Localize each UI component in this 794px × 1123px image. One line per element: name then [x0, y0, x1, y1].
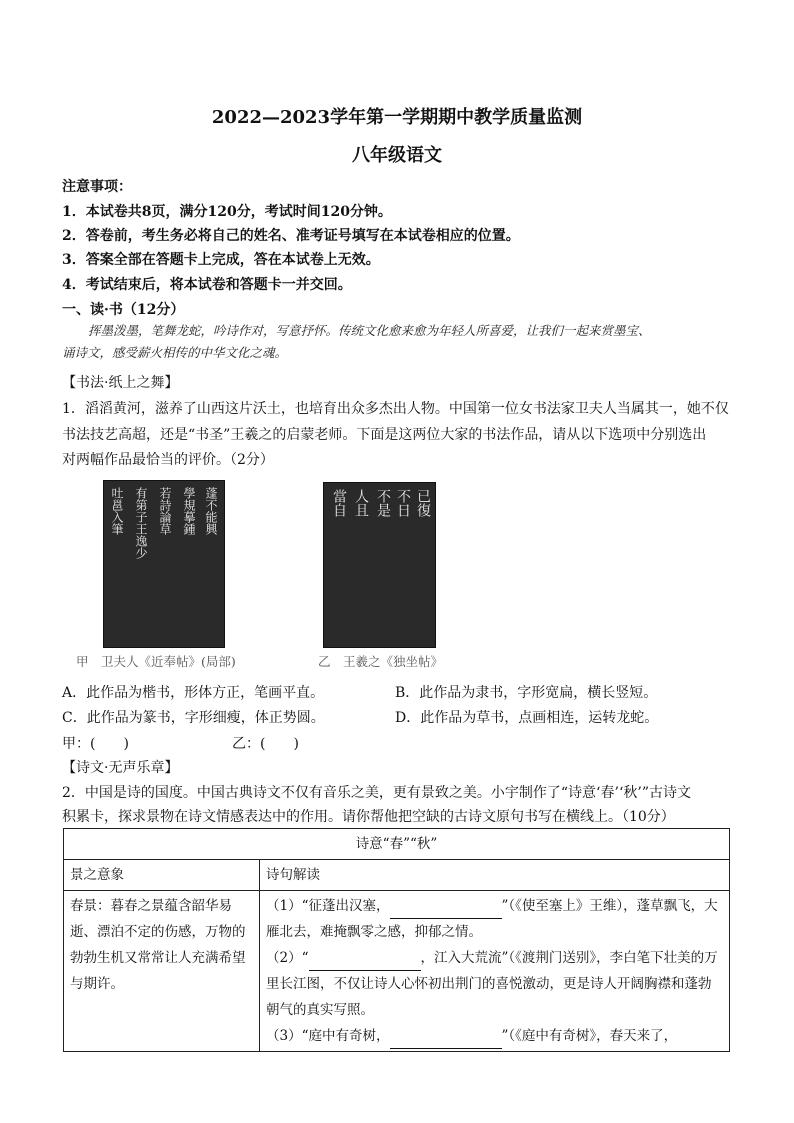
entry-text: （1）“征蓬出汉塞， — [266, 898, 390, 914]
intro-line: 诵诗文，感受薪火相传的中华文化之魂。 — [62, 345, 288, 360]
notice-item: 1．本试卷共8页，满分120分，考试时间120分钟。 — [62, 204, 392, 220]
subsection-calligraphy: 【书法·纸上之舞】 — [62, 375, 179, 391]
section-heading: 一、读·书（12分） — [62, 302, 185, 318]
notice-item: 2．答卷前，考生务必将自己的姓名、准考证号填写在本试卷相应的位置。 — [62, 228, 520, 244]
option-a: A．此作品为楷书，形体方正，笔画平直。 — [62, 685, 325, 701]
question-1-line: 1．滔滔黄河，滋养了山西这片沃土，也培育出众多杰出人物。中国第一位女书法家卫夫人当属其一，她不仅 — [62, 401, 729, 417]
entry-text: ”（《庭中有奇树》，春天来了， — [501, 1028, 678, 1044]
entry-text: ，江入大荒流”（《渡荆门送别》，李白笔下壮美的万里长江图，不仅让诗人心怀初出荆门的喜悦激动，更是诗人开阔胸襟和蓬勃朝气的真实写照。 — [266, 950, 718, 1018]
calligraphy-image-jia — [103, 480, 225, 648]
poem-entry-1 — [266, 893, 723, 945]
fill-blank-1[interactable] — [390, 904, 502, 919]
calligraphy-column: 學規摹鍾 — [182, 487, 196, 535]
question-2-line: 积累卡，探求景物在诗文情感表达中的作用。请你帮他把空缺的古诗文原句书写在横线上。（10分） — [62, 809, 675, 825]
section-intro — [62, 320, 728, 364]
table-header-interpretation: 诗句解读 — [260, 860, 730, 891]
subsection-poetry: 【诗文·无声乐章】 — [62, 760, 179, 776]
question-1-line: 书法技艺高超，还是“书圣”王羲之的启蒙老师。下面是这两位大家的书法作品，请从以下选项中分别选出 — [62, 427, 707, 443]
calligraphy-column: 若詩論草 — [158, 487, 172, 535]
poem-table — [63, 828, 730, 1052]
image-caption-yi: 乙 王羲之《独坐帖》 — [318, 654, 444, 669]
table-title: 诗意“春”“秋” — [64, 829, 730, 860]
calligraphy-column: 當自 — [331, 489, 347, 517]
question-2-line: 2．中国是诗的国度。中国古典诗文不仅有音乐之美，更有景致之美。小宇制作了“诗意‘春’‘秋’”古诗文 — [62, 785, 692, 801]
answer-jia: 甲：( ) — [62, 736, 129, 752]
calligraphy-column: 吐邕入筆 — [110, 487, 124, 535]
calligraphy-column: 人且 — [353, 489, 369, 517]
spring-label: 春景：暮春之景蕴含韶华易逝、漂泊不定的伤感，万物的勃勃生机又常常让人充满希望与期许。 — [64, 891, 260, 1052]
calligraphy-column: 蓬不能興 — [204, 487, 218, 535]
answer-yi: 乙：( ) — [232, 736, 299, 752]
notice-item: 3．答案全部在答题卡上完成，答在本试卷上无效。 — [62, 252, 380, 268]
image-caption-jia: 甲 卫夫人《近奉帖》(局部) — [76, 654, 236, 669]
entry-text: （3）“庭中有奇树， — [266, 1028, 390, 1044]
calligraphy-column: 有第子王逸少 — [134, 487, 148, 559]
calligraphy-column: 不是 — [375, 489, 391, 517]
fill-blank-2[interactable] — [309, 956, 421, 971]
poem-entry-2 — [266, 945, 723, 1023]
entry-text: ”（《使至塞上》王维），蓬草飘飞，大雁北去，难掩飘零之感，抑郁之情。 — [266, 898, 718, 940]
entry-text: （2）“ — [266, 950, 309, 966]
calligraphy-column: 不日 — [395, 489, 411, 517]
table-header-imagery: 景之意象 — [64, 860, 260, 891]
notice-heading: 注意事项： — [62, 179, 132, 195]
poem-entry-3 — [266, 1023, 723, 1049]
calligraphy-image-yi — [323, 482, 436, 648]
calligraphy-column: 已復 — [415, 489, 431, 517]
exam-title: 2022—2023学年第一学期期中教学质量监测 — [211, 107, 583, 128]
intro-line: 挥墨泼墨，笔舞龙蛇，吟诗作对，写意抒怀。传统文化愈来愈为年轻人所喜爱，让我们一起来赏墨宝、 — [88, 323, 651, 338]
option-b: B．此作品为隶书，字形宽扁，横长竖短。 — [395, 685, 658, 701]
fill-blank-3[interactable] — [390, 1034, 502, 1049]
option-c: C．此作品为篆书，字形细瘦，体正势圆。 — [62, 710, 325, 726]
option-d: D．此作品为草书，点画相连，运转龙蛇。 — [395, 710, 659, 726]
question-1-line: 对两幅作品最恰当的评价。（2分） — [62, 452, 274, 468]
notice-item: 4．考试结束后，将本试卷和答题卡一并交回。 — [62, 277, 352, 293]
exam-subtitle: 八年级语文 — [352, 145, 442, 166]
interpretation-cell — [260, 891, 730, 1052]
